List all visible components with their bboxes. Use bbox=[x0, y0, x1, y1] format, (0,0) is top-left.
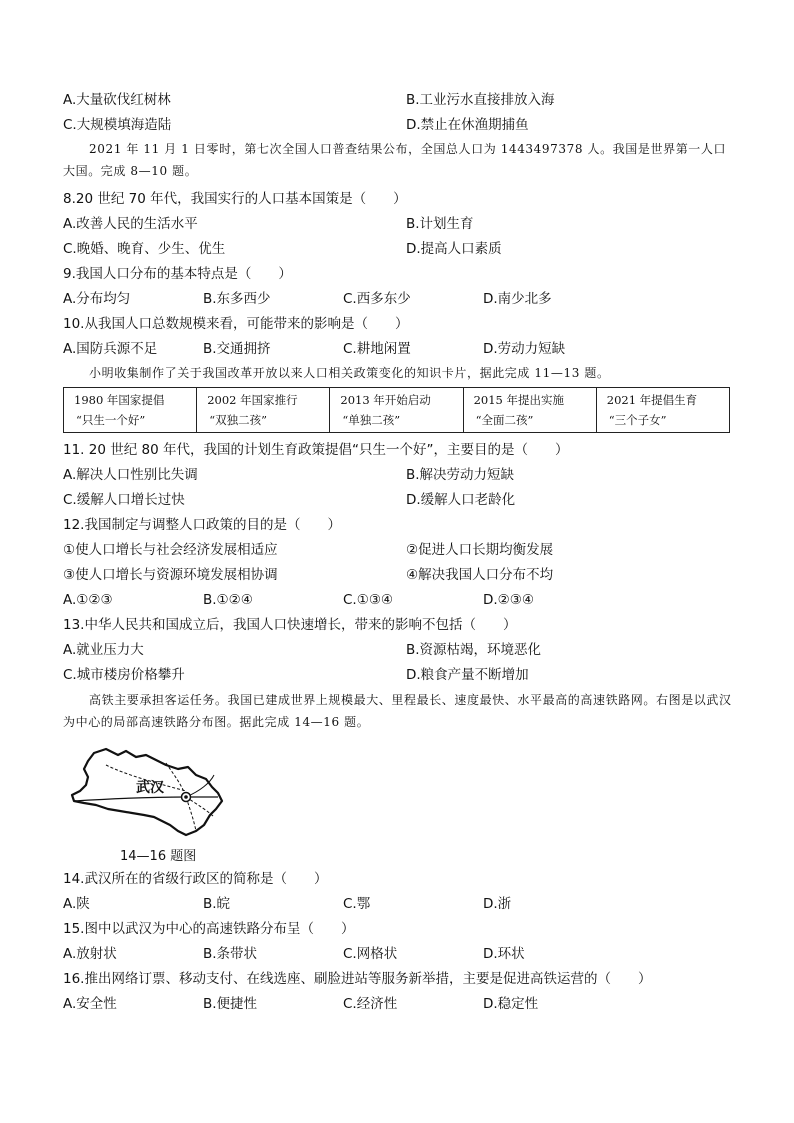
q12-statement-3: ③使人口增长与资源环境发展相协调 bbox=[63, 567, 278, 583]
q16-option-d: D.稳定性 bbox=[483, 996, 539, 1012]
q16-option-b: B.便捷性 bbox=[203, 996, 258, 1012]
card-policy: “单独二孩” bbox=[342, 413, 401, 427]
q12-stem: 12.我国制定与调整人口政策的目的是（ ） bbox=[63, 517, 341, 533]
q10-option-c: C.耕地闲置 bbox=[343, 341, 411, 357]
card-policy: “全面二孩” bbox=[475, 413, 534, 427]
q10-option-b: B.交通拥挤 bbox=[203, 341, 271, 357]
q16-stem: 16.推出网络订票、移动支付、在线选座、刷脸进站等服务新举措，主要是促进高铁运营的（ ） bbox=[63, 971, 652, 987]
map-caption: 14—16 题图 bbox=[120, 849, 197, 864]
q12-option-b: B.①②④ bbox=[203, 592, 253, 608]
wuhan-rail-map bbox=[66, 745, 236, 845]
q11-option-b: B.解决劳动力短缺 bbox=[406, 467, 515, 483]
q10-option-a: A.国防兵源不足 bbox=[63, 341, 158, 357]
q8-options-row2 bbox=[63, 239, 502, 259]
q11-options-row1 bbox=[63, 465, 515, 485]
q12-option-d: D.②③④ bbox=[483, 592, 534, 608]
card-year: 1980 年国家提倡 bbox=[74, 393, 165, 407]
q12-statements-row1 bbox=[63, 540, 554, 560]
card-year: 2002 年国家推行 bbox=[207, 393, 298, 407]
q9-option-c: C.西多东少 bbox=[343, 291, 411, 307]
q15-stem: 15.图中以武汉为中心的高速铁路分布呈（ ） bbox=[63, 921, 355, 937]
q8-option-d: D.提高人口素质 bbox=[406, 241, 502, 257]
intro-policy-cards: 小明收集制作了关于我国改革开放以来人口相关政策变化的知识卡片，据此完成 11—13 题。 bbox=[89, 366, 610, 380]
card-year: 2015 年提出实施 bbox=[473, 393, 564, 407]
q13-option-a: A.就业压力大 bbox=[63, 642, 144, 658]
q12-statements-row2 bbox=[63, 565, 554, 585]
q11-stem: 11. 20 世纪 80 年代，我国的计划生育政策提倡“只生一个好”，主要目的是（ ） bbox=[63, 442, 569, 458]
q9-option-a: A.分布均匀 bbox=[63, 291, 131, 307]
q7-options-row1 bbox=[63, 90, 555, 110]
q15-option-a: A.放射状 bbox=[63, 946, 117, 962]
q13-option-b: B.资源枯竭，环境恶化 bbox=[406, 642, 542, 658]
q9-option-b: B.东多西少 bbox=[203, 291, 271, 307]
q14-option-c: C.鄂 bbox=[343, 896, 371, 912]
policy-card bbox=[463, 388, 596, 433]
q7-option-c: C.大规模填海造陆 bbox=[63, 117, 172, 133]
q11-option-a: A.解决人口性别比失调 bbox=[63, 467, 198, 483]
city-label-wuhan: 武汉 bbox=[136, 780, 164, 796]
q12-option-c: C.①③④ bbox=[343, 592, 394, 608]
q12-statement-4: ④解决我国人口分布不均 bbox=[406, 567, 554, 583]
q13-options-row2 bbox=[63, 665, 529, 685]
q11-options-row2 bbox=[63, 490, 516, 510]
q14-stem: 14.武汉所在的省级行政区的简称是（ ） bbox=[63, 871, 328, 887]
q13-option-d: D.粮食产量不断增加 bbox=[406, 667, 529, 683]
q9-stem: 9.我国人口分布的基本特点是（ ） bbox=[63, 266, 292, 282]
q9-option-d: D.南少北多 bbox=[483, 291, 552, 307]
q7-option-a: A.大量砍伐红树林 bbox=[63, 92, 171, 108]
q8-option-b: B.计划生育 bbox=[406, 216, 474, 232]
q14-option-b: B.皖 bbox=[203, 896, 231, 912]
card-year: 2013 年开始启动 bbox=[340, 393, 431, 407]
policy-card bbox=[197, 388, 330, 433]
q15-option-b: B.条带状 bbox=[203, 946, 258, 962]
q13-option-c: C.城市楼房价格攀升 bbox=[63, 667, 185, 683]
policy-card bbox=[330, 388, 463, 433]
q12-statement-2: ②促进人口长期均衡发展 bbox=[406, 542, 554, 558]
q14-option-d: D.浙 bbox=[483, 896, 512, 912]
q12-option-a: A.①②③ bbox=[63, 592, 113, 608]
policy-cards-table bbox=[63, 387, 730, 433]
q12-statement-1: ①使人口增长与社会经济发展相适应 bbox=[63, 542, 278, 558]
q11-option-c: C.缓解人口增长过快 bbox=[63, 492, 185, 508]
q15-option-c: C.网格状 bbox=[343, 946, 398, 962]
wuhan-marker-dot bbox=[184, 795, 188, 799]
card-policy: “双独二孩” bbox=[209, 413, 267, 427]
q10-option-d: D.劳动力短缺 bbox=[483, 341, 566, 357]
intro-census: 2021 年 11 月 1 日零时，第七次全国人口普查结果公布，全国总人口为 1443497378 人。我国是世界第一人口大国。完成 8—10 题。 bbox=[63, 142, 727, 178]
q8-stem: 8.20 世纪 70 年代，我国实行的人口基本国策是（ ） bbox=[63, 191, 407, 207]
q16-option-a: A.安全性 bbox=[63, 996, 117, 1012]
q7-option-d: D.禁止在休渔期捕鱼 bbox=[406, 117, 529, 133]
q15-option-d: D.环状 bbox=[483, 946, 525, 962]
rail-line bbox=[74, 797, 218, 801]
q7-options-row2 bbox=[63, 115, 529, 135]
card-policy: “只生一个好” bbox=[76, 413, 146, 427]
q8-option-a: A.改善人民的生活水平 bbox=[63, 216, 198, 232]
q10-stem: 10.从我国人口总数规模来看，可能带来的影响是（ ） bbox=[63, 316, 409, 332]
q16-option-c: C.经济性 bbox=[343, 996, 398, 1012]
rail-line bbox=[186, 775, 214, 797]
policy-card bbox=[64, 388, 197, 433]
q8-option-c: C.晚婚、晚育、少生、优生 bbox=[63, 241, 226, 257]
card-year: 2021 年提倡生育 bbox=[606, 393, 698, 407]
q13-options-row1 bbox=[63, 640, 542, 660]
card-policy: “三个子女” bbox=[608, 413, 667, 427]
q14-option-a: A.陕 bbox=[63, 896, 90, 912]
q7-option-b: B.工业污水直接排放入海 bbox=[406, 92, 555, 108]
q13-stem: 13.中华人民共和国成立后，我国人口快速增长，带来的影响不包括（ ） bbox=[63, 617, 517, 633]
intro-high-speed-rail: 高铁主要承担客运任务。我国已建成世界上规模最大、里程最长、速度最快、水平最高的高速铁路网。右图是以武汉为中心的局部高速铁路分布图。据此完成 14—16 题。 bbox=[63, 693, 732, 729]
policy-card bbox=[596, 388, 729, 433]
q11-option-d: D.缓解人口老龄化 bbox=[406, 492, 516, 508]
q8-options-row1 bbox=[63, 214, 474, 234]
